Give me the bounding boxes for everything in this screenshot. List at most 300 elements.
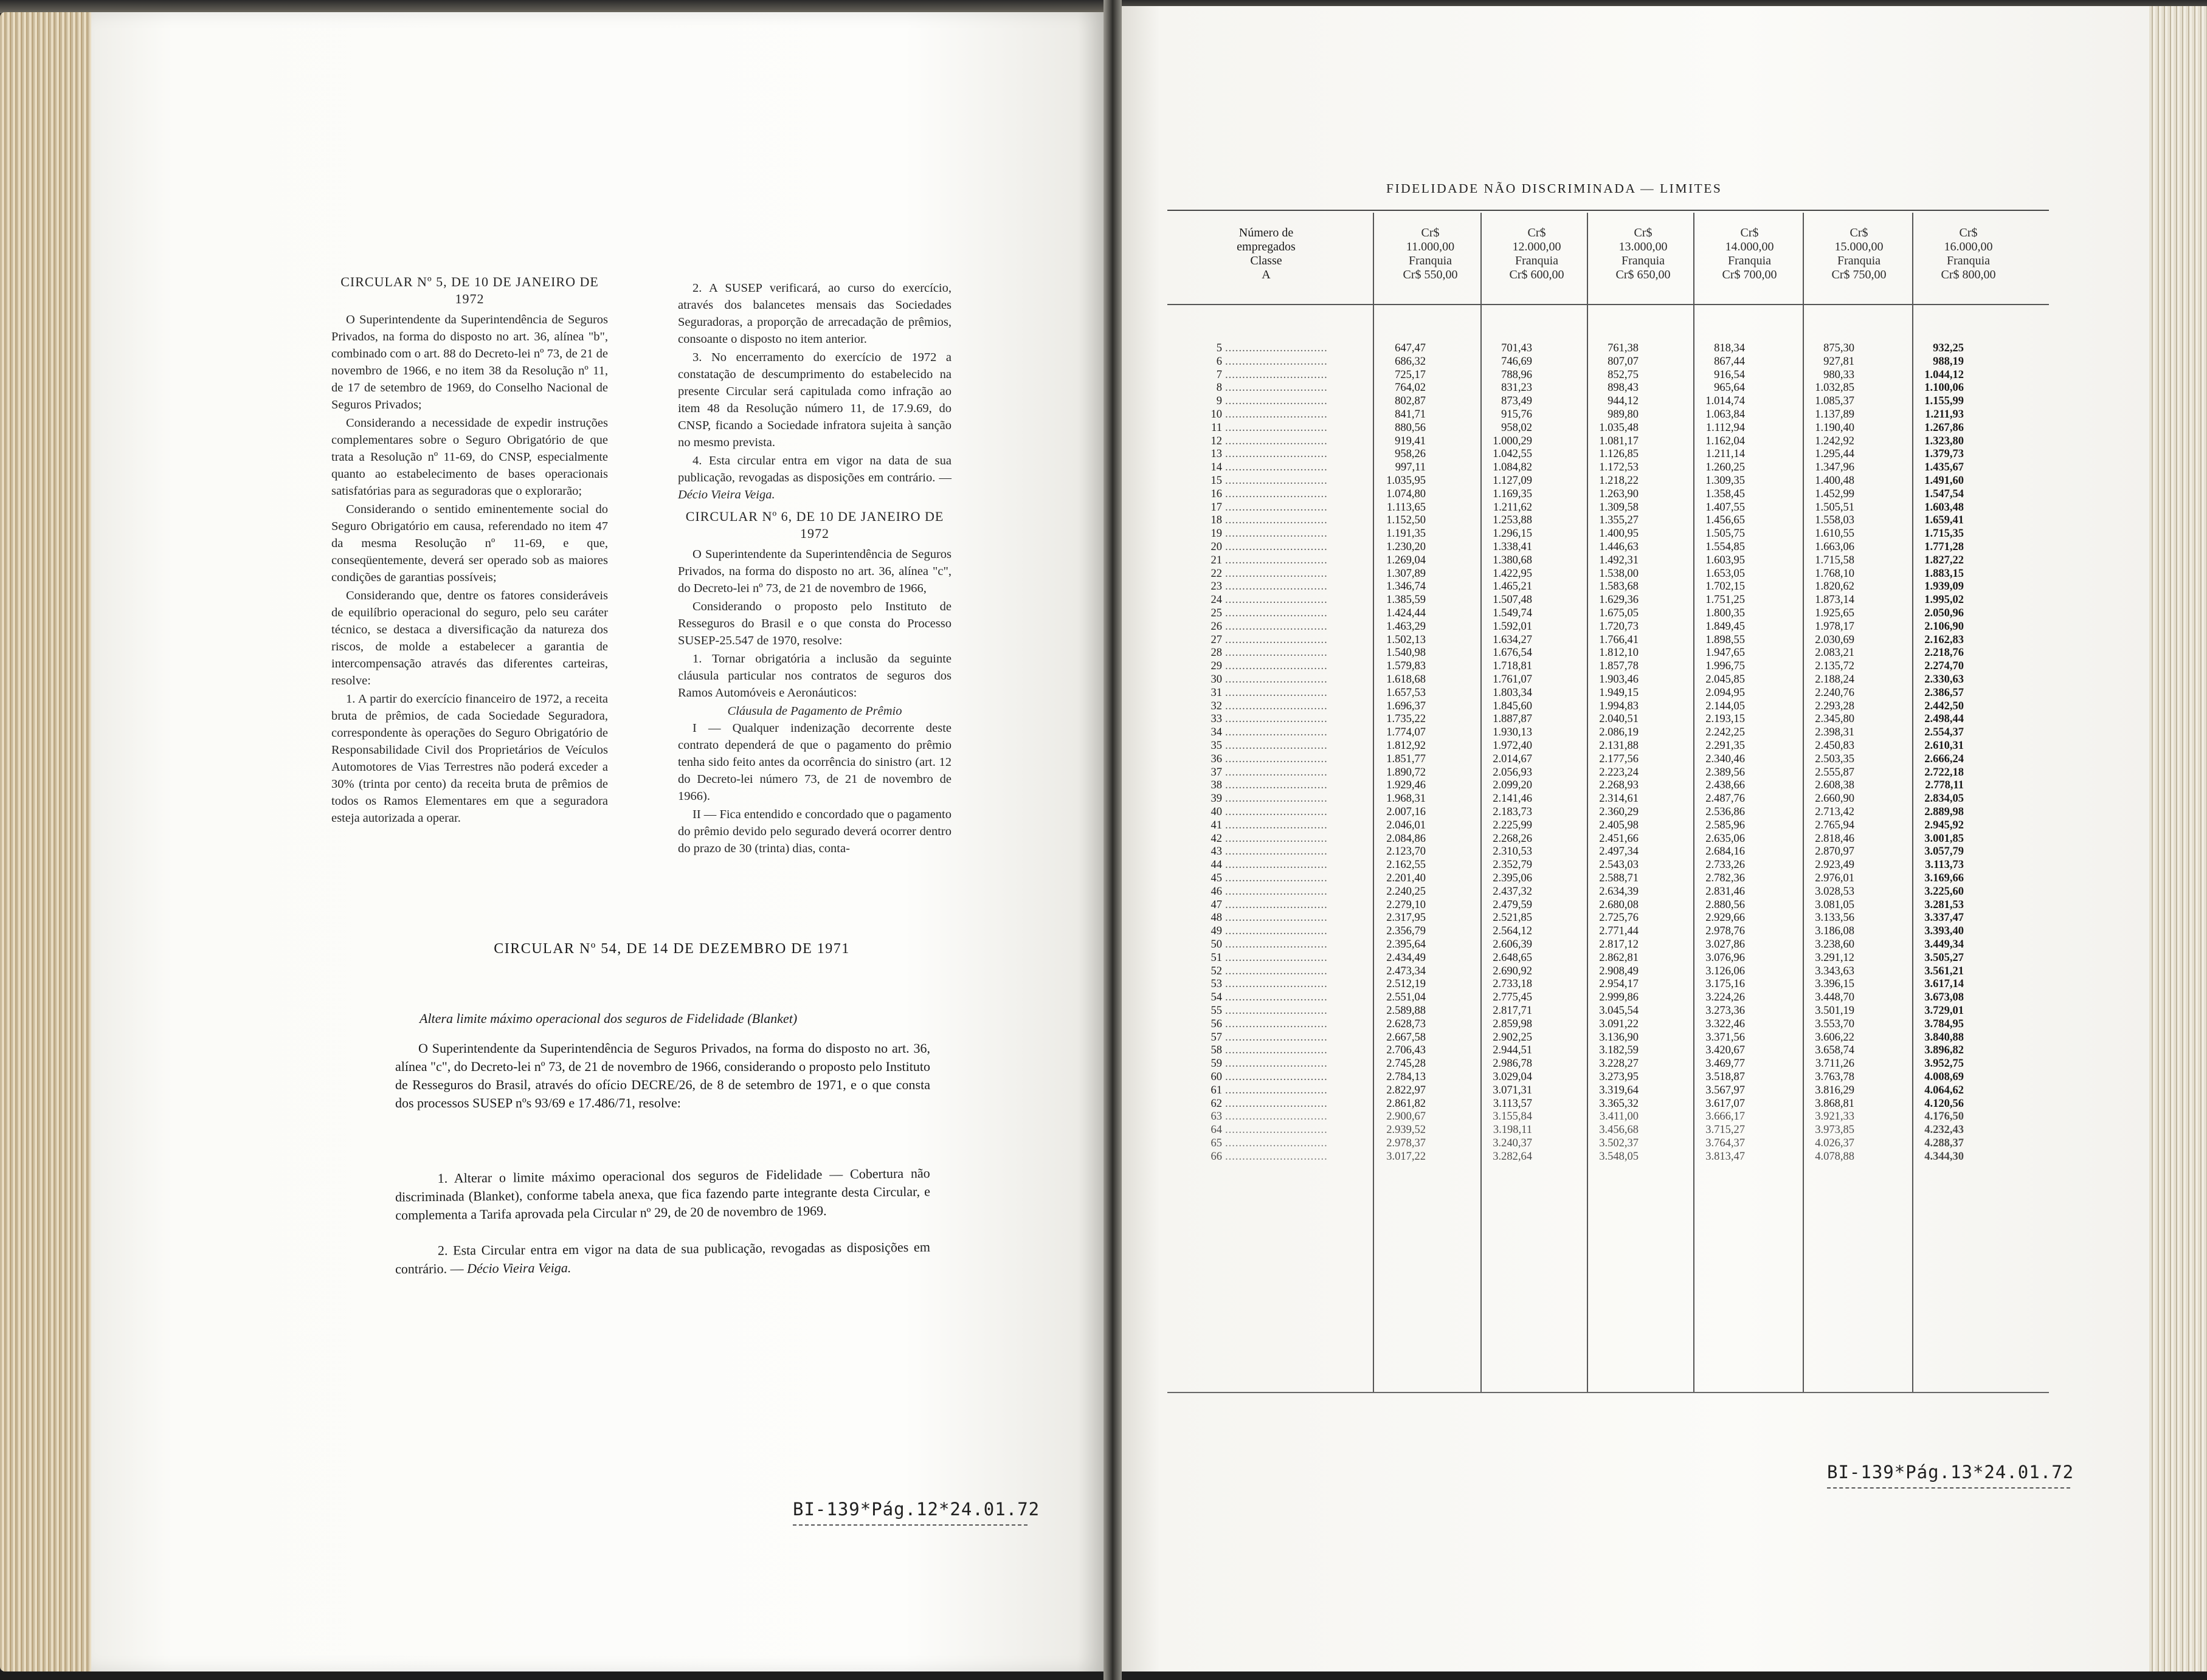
limit-value: 958,26 (1395, 448, 1426, 461)
leader-dots: .............................. (1225, 408, 1328, 421)
circular-54-intro: O Superintendente da Superintendência de Seguros Privados, na forma do disposto no art. 36, alínea "c", do Decreto-lei nº 73, de 21 de novembro de 1966, considerando o proposto pelo Instituto de Resseguros do Brasil, através do ofício DECRE/26, de 8 de setembro de 1971, e o que consta dos processos SUSEP nºs 93/69 e 17.486/71, resolve: (395, 1041, 930, 1110)
limit-value: 2.498,44 (1924, 713, 1964, 726)
paragraph: 1. A partir do exercício financeiro de 1972, a receita bruta de prêmios, de cada Sociedade Seguradora, correspondente às operações do Seguro Obrigatório de Responsabilidade Civil dos Proprietários de Veículos Automotores de Vias Terrestres não poderá exceder a 30% (trinta por cento) da receita bruta de prêmios de todos os Ramos Elementares em que a seguradora esteja autorizada a operar. (331, 692, 608, 825)
limit-value: 2.442,50 (1924, 700, 1964, 712)
limit-value: 1.768,10 (1815, 567, 1854, 580)
table-row (1167, 1058, 2049, 1071)
table-row (1167, 806, 2049, 819)
limit-value: 3.561,21 (1924, 965, 1964, 977)
limit-value: 1.100,06 (1924, 382, 1964, 394)
employee-count: 64 (1211, 1124, 1222, 1137)
limit-value: 4.176,50 (1924, 1110, 1964, 1123)
column-header-franquia: Franquia (1837, 254, 1881, 267)
table-row (1167, 886, 2049, 899)
limit-value: 2.880,56 (1705, 898, 1745, 911)
limit-value: 2.007,16 (1386, 806, 1426, 818)
limit-value: 3.411,00 (1599, 1110, 1639, 1123)
table-row (1167, 528, 2049, 541)
limit-value: 1.549,74 (1493, 607, 1532, 619)
table-row (1167, 793, 2049, 806)
limit-value: 867,44 (1714, 355, 1745, 368)
employee-count: 17 (1211, 501, 1222, 514)
leader-dots: .............................. (1225, 567, 1328, 580)
employee-count: 22 (1211, 567, 1222, 580)
table-row (1167, 580, 2049, 594)
table-row (1167, 369, 2049, 382)
limit-value: 1.296,15 (1493, 528, 1532, 540)
limit-value: 2.817,71 (1493, 1005, 1532, 1017)
limit-value: 3.224,26 (1705, 991, 1745, 1004)
table-row (1167, 938, 2049, 952)
leader-dots: .............................. (1225, 514, 1328, 527)
limit-value: 2.684,16 (1705, 845, 1745, 858)
table-row (1167, 991, 2049, 1005)
limit-value: 1.978,17 (1815, 620, 1854, 633)
limit-value: 761,38 (1608, 342, 1639, 354)
leader-dots: .............................. (1225, 686, 1328, 699)
table-row (1167, 594, 2049, 607)
limit-value: 2.733,26 (1705, 859, 1745, 872)
leader-dots: .............................. (1225, 1150, 1328, 1163)
column-header-3 (1593, 226, 1693, 282)
limit-value: 1.663,06 (1815, 541, 1854, 553)
limit-value: 1.085,37 (1815, 395, 1854, 408)
employee-count: 57 (1211, 1031, 1222, 1044)
table-row (1167, 647, 2049, 660)
employee-count: 37 (1211, 766, 1222, 779)
leader-dots: .............................. (1225, 541, 1328, 553)
limit-value: 3.322,46 (1705, 1017, 1745, 1030)
limit-value: 1.155,99 (1924, 395, 1964, 408)
limit-value: 2.450,83 (1815, 740, 1854, 752)
left-page (91, 12, 1108, 1671)
limit-value: 4.120,56 (1924, 1097, 1964, 1110)
signature: Décio Vieira Veiga. (466, 1260, 572, 1276)
limit-value: 1.676,54 (1493, 647, 1532, 659)
limit-value: 3.228,27 (1599, 1058, 1639, 1070)
header-line: Número de (1238, 226, 1294, 239)
clause-item: II — Fica entendido e concordado que o pagamento do prêmio devido pelo segurado deverá ocorrer dentro do prazo de 30 (trinta) dias, conta- (678, 808, 952, 855)
limit-value: 1.603,48 (1924, 501, 1964, 514)
limit-value: 647,47 (1395, 342, 1426, 354)
limit-value: 1.492,31 (1599, 554, 1639, 566)
leader-dots: .............................. (1225, 885, 1328, 898)
limit-value: 1.169,35 (1493, 487, 1532, 500)
table-row (1167, 859, 2049, 872)
limit-value: 1.995,02 (1924, 594, 1964, 607)
limit-value: 3.973,85 (1815, 1124, 1854, 1137)
limit-value: 831,23 (1501, 382, 1532, 394)
employee-count: 47 (1211, 898, 1222, 911)
limit-value: 3.469,77 (1705, 1058, 1745, 1070)
limit-value: 3.175,16 (1705, 978, 1745, 991)
limit-value: 1.042,55 (1493, 448, 1532, 461)
limit-value: 3.711,26 (1815, 1058, 1854, 1070)
limit-value: 1.507,48 (1493, 594, 1532, 607)
table-row (1167, 1084, 2049, 1098)
limit-value: 3.057,79 (1924, 845, 1964, 858)
limit-value: 1.400,95 (1599, 528, 1639, 540)
leader-dots: .............................. (1225, 845, 1328, 858)
column-header-currency: Cr$ (1634, 226, 1653, 239)
limit-value: 2.473,34 (1386, 965, 1426, 977)
limit-value: 1.929,46 (1386, 779, 1426, 792)
limit-value: 3.319,64 (1599, 1084, 1639, 1096)
table-row (1167, 1044, 2049, 1058)
employee-count: 35 (1211, 740, 1222, 752)
limit-value: 2.722,18 (1924, 766, 1964, 779)
limit-value: 927,81 (1823, 355, 1854, 368)
limit-value: 1.035,95 (1386, 475, 1426, 487)
limit-value: 3.113,57 (1493, 1097, 1532, 1110)
limit-value: 919,41 (1395, 435, 1426, 447)
limit-value: 2.945,92 (1924, 819, 1964, 831)
employee-count: 52 (1211, 965, 1222, 977)
table-row (1167, 488, 2049, 501)
limit-value: 958,02 (1501, 421, 1532, 434)
limit-value: 1.583,68 (1599, 580, 1639, 593)
table-row (1167, 342, 2049, 356)
limit-value: 1.827,22 (1924, 554, 1964, 566)
limit-value: 1.191,35 (1386, 528, 1426, 540)
limit-value: 2.944,51 (1493, 1044, 1532, 1057)
limit-value: 1.851,77 (1386, 752, 1426, 765)
page-footer-right: BI-139*Pág.13*24.01.72 (1827, 1462, 2074, 1482)
limit-value: 1.996,75 (1705, 660, 1745, 673)
book-gutter (1104, 0, 1122, 1680)
limit-value: 3.501,19 (1815, 1005, 1854, 1017)
leader-dots: .............................. (1225, 872, 1328, 884)
limit-value: 3.518,87 (1705, 1071, 1745, 1083)
limit-value: 1.465,21 (1493, 580, 1532, 593)
employee-count: 29 (1211, 660, 1222, 673)
limit-value: 2.512,19 (1386, 978, 1426, 991)
limit-value: 1.422,95 (1493, 567, 1532, 580)
limit-value: 880,56 (1395, 421, 1426, 434)
table-row (1167, 408, 2049, 422)
limit-value: 1.857,78 (1599, 660, 1639, 673)
limit-value: 3.448,70 (1815, 991, 1854, 1004)
limit-value: 1.949,15 (1599, 686, 1639, 699)
employee-count: 61 (1211, 1084, 1222, 1096)
header-line: A (1262, 268, 1271, 281)
limit-value: 2.822,97 (1386, 1084, 1426, 1096)
table-row (1167, 501, 2049, 515)
limit-value: 2.536,86 (1705, 806, 1745, 818)
limit-value: 1.435,67 (1924, 461, 1964, 474)
limit-value: 2.900,67 (1386, 1110, 1426, 1123)
employee-count: 42 (1211, 832, 1222, 845)
limit-value: 2.725,76 (1599, 912, 1639, 924)
employee-count: 27 (1211, 633, 1222, 646)
limit-value: 1.925,65 (1815, 607, 1854, 619)
employee-count: 8 (1216, 382, 1222, 394)
limit-value: 2.778,11 (1925, 779, 1964, 792)
column-header-currency: Cr$ (1850, 226, 1868, 239)
limit-value: 3.763,78 (1815, 1071, 1854, 1083)
column-header-5 (1809, 226, 1909, 282)
limit-value: 932,25 (1933, 342, 1964, 354)
column-header-deductible: Cr$ 600,00 (1509, 268, 1564, 281)
employee-count: 6 (1216, 355, 1222, 368)
limit-value: 1.242,92 (1815, 435, 1854, 447)
limit-value: 2.086,19 (1599, 726, 1639, 739)
limit-value: 2.818,46 (1815, 832, 1854, 845)
column-header-franquia: Franquia (1946, 254, 1991, 267)
leader-dots: .............................. (1225, 832, 1328, 845)
limit-value: 1.558,03 (1815, 514, 1854, 527)
limit-value: 2.279,10 (1386, 898, 1426, 911)
limit-value: 2.503,35 (1815, 752, 1854, 765)
column-header-deductible: Cr$ 750,00 (1831, 268, 1887, 281)
column-header-currency: Cr$ (1740, 226, 1759, 239)
leader-dots: .............................. (1225, 1124, 1328, 1137)
column-header-currency: Cr$ (1959, 226, 1978, 239)
limit-value: 2.030,69 (1815, 633, 1854, 646)
table-row (1167, 382, 2049, 395)
table-row (1167, 766, 2049, 780)
leader-dots: .............................. (1225, 925, 1328, 938)
limit-value: 1.295,44 (1815, 448, 1854, 461)
limit-value: 3.076,96 (1705, 951, 1745, 964)
leader-dots: .............................. (1225, 740, 1328, 752)
limit-value: 2.999,86 (1599, 991, 1639, 1004)
employee-count: 44 (1211, 859, 1222, 872)
limit-value: 2.861,82 (1386, 1097, 1426, 1110)
limit-value: 2.585,96 (1705, 819, 1745, 831)
limit-value: 1.014,74 (1705, 395, 1745, 408)
employee-count: 15 (1211, 475, 1222, 487)
limit-value: 2.775,45 (1493, 991, 1532, 1004)
employee-count: 50 (1211, 938, 1222, 951)
leader-dots: .............................. (1225, 898, 1328, 911)
limit-value: 2.782,36 (1705, 872, 1745, 884)
leader-dots: .............................. (1225, 978, 1328, 991)
header-line: empregados (1237, 240, 1296, 253)
limit-value: 1.702,15 (1705, 580, 1745, 593)
table-row (1167, 568, 2049, 581)
circular-6-heading: CIRCULAR Nº 6, DE 10 DE JANEIRO DE 1972 (685, 509, 944, 541)
limit-value: 3.606,22 (1815, 1031, 1854, 1044)
circular-54-heading: CIRCULAR Nº 54, DE 14 DE DEZEMBRO DE 1971 (494, 941, 850, 957)
limit-value: 1.211,14 (1705, 448, 1745, 461)
employee-count: 49 (1211, 925, 1222, 938)
limit-value: 1.267,86 (1924, 421, 1964, 434)
employee-count: 55 (1211, 1005, 1222, 1017)
leader-dots: .............................. (1225, 1097, 1328, 1110)
circular-54-item-1: 1. Alterar o limite máximo operacional dos seguros de Fidelidade — Cobertura não discriminada (Blanket), conforme tabela anexa, que fica fazendo parte integrante desta Circular, e complementa a Tarifa aprovada pela Circular nº 29, de 20 de novembro de 1969. (395, 1165, 931, 1223)
limit-value: 2.099,20 (1493, 779, 1532, 792)
limit-value: 2.929,66 (1705, 912, 1745, 924)
limit-value: 1.972,40 (1493, 740, 1532, 752)
table-row (1167, 1005, 2049, 1018)
limit-value: 2.608,38 (1815, 779, 1854, 792)
limit-value: 1.771,28 (1924, 541, 1964, 553)
limit-value: 2.345,80 (1815, 713, 1854, 726)
limit-value: 2.628,73 (1386, 1017, 1426, 1030)
leader-dots: .............................. (1225, 448, 1328, 461)
table-row (1167, 448, 2049, 461)
table-row (1167, 872, 2049, 886)
column-header-amount: 15.000,00 (1834, 240, 1884, 253)
limit-value: 3.017,22 (1386, 1150, 1426, 1163)
limit-value: 2.352,79 (1493, 859, 1532, 872)
leader-dots: .............................. (1225, 435, 1328, 447)
limit-value: 1.044,12 (1924, 368, 1964, 381)
limit-value: 1.505,75 (1705, 528, 1745, 540)
employee-count: 26 (1211, 620, 1222, 633)
employee-count: 19 (1211, 528, 1222, 540)
limit-value: 1.610,55 (1815, 528, 1854, 540)
employee-count: 36 (1211, 752, 1222, 765)
table-row (1167, 779, 2049, 793)
clause-title: Cláusula de Pagamento de Prêmio (727, 704, 902, 718)
limit-value: 2.437,32 (1493, 885, 1532, 898)
limit-value: 2.831,46 (1705, 885, 1745, 898)
limit-value: 2.162,83 (1924, 633, 1964, 646)
employee-count: 12 (1211, 435, 1222, 447)
leader-dots: .............................. (1225, 1110, 1328, 1123)
column-header-deductible: Cr$ 550,00 (1403, 268, 1458, 281)
leader-dots: .............................. (1225, 700, 1328, 712)
table-rule (1167, 210, 2049, 211)
paragraph: 4. Esta circular entra em vigor na data de sua publicação, revogadas as disposições em contrário. — Décio Vieira Veiga. (678, 454, 952, 501)
limit-value: 4.344,30 (1924, 1150, 1964, 1163)
limit-value: 1.554,85 (1705, 541, 1745, 553)
limit-value: 3.198,11 (1493, 1124, 1532, 1137)
limit-value: 1.074,80 (1386, 487, 1426, 500)
limit-value: 3.896,82 (1924, 1044, 1964, 1057)
limit-value: 1.424,44 (1386, 607, 1426, 619)
limit-value: 1.812,10 (1599, 647, 1639, 659)
limit-value: 802,87 (1395, 395, 1426, 408)
limit-value: 875,30 (1823, 342, 1854, 354)
limit-value: 3.273,36 (1705, 1005, 1745, 1017)
limit-value: 2.479,59 (1493, 898, 1532, 911)
limit-value: 2.908,49 (1599, 965, 1639, 977)
limit-value: 2.389,56 (1705, 766, 1745, 779)
leader-dots: .............................. (1225, 1071, 1328, 1083)
employee-count: 10 (1211, 408, 1222, 421)
limit-value: 1.505,51 (1815, 501, 1854, 514)
column-header-amount: 14.000,00 (1725, 240, 1774, 253)
leader-dots: .............................. (1225, 1044, 1328, 1057)
leader-dots: .............................. (1225, 580, 1328, 593)
limit-value: 3.420,67 (1705, 1044, 1745, 1057)
paragraph: Considerando a necessidade de expedir instruções complementares sobre o Seguro Obrigatório de que trata a Resolução nº 11-69, do CNSP, especialmente quanto ao estabelecimento de bases operacionais satisfatórias para as seguradoras que o explorarão; (331, 416, 608, 498)
column-header-amount: 11.000,00 (1406, 240, 1455, 253)
paragraph: Considerando que, dentre os fatores consideráveis de equilíbrio operacional do seguro, pelo seu caráter técnico, se destaca a diversificação da natureza dos riscos, de molde a estabelecer a garantia de intercompensação através das diferentes carteiras, resolve: (331, 589, 608, 687)
employee-count: 60 (1211, 1071, 1222, 1083)
table-row (1167, 1031, 2049, 1045)
limit-value: 1.538,00 (1599, 567, 1639, 580)
limit-value: 1.887,87 (1493, 713, 1532, 726)
table-rule (1167, 1392, 2049, 1393)
limit-value: 2.314,61 (1599, 793, 1639, 805)
limit-value: 1.385,59 (1386, 594, 1426, 607)
circular-5-heading: CIRCULAR Nº 5, DE 10 DE JANEIRO DE 1972 (340, 274, 599, 306)
limit-value: 3.371,56 (1705, 1031, 1745, 1044)
table-row (1167, 819, 2049, 833)
limit-value: 1.720,73 (1599, 620, 1639, 633)
table-row (1167, 925, 2049, 938)
limit-value: 1.152,50 (1386, 514, 1426, 527)
limit-value: 988,19 (1933, 355, 1964, 368)
limit-value: 3.182,59 (1599, 1044, 1639, 1057)
limit-value: 2.551,04 (1386, 991, 1426, 1004)
limit-value: 4.288,37 (1924, 1137, 1964, 1149)
limit-value: 1.491,60 (1924, 475, 1964, 487)
leader-dots: .............................. (1225, 487, 1328, 500)
leader-dots: .............................. (1225, 620, 1328, 633)
limit-value: 980,33 (1823, 368, 1854, 381)
limit-value: 3.502,37 (1599, 1137, 1639, 1149)
limit-value: 2.487,76 (1705, 793, 1745, 805)
limit-value: 3.238,60 (1815, 938, 1854, 951)
table-row (1167, 660, 2049, 673)
table-row (1167, 435, 2049, 449)
limit-value: 3.113,73 (1925, 859, 1964, 872)
limit-value: 2.870,97 (1815, 845, 1854, 858)
limit-value: 2.745,28 (1386, 1058, 1426, 1070)
limit-value: 2.040,51 (1599, 713, 1639, 726)
limit-value: 1.347,96 (1815, 461, 1854, 474)
limit-value: 1.346,74 (1386, 580, 1426, 593)
column-header-deductible: Cr$ 700,00 (1722, 268, 1777, 281)
limit-value: 1.379,73 (1924, 448, 1964, 461)
employee-count: 33 (1211, 713, 1222, 726)
paragraph: O Superintendente da Superintendência de Seguros Privados, na forma do disposto no art. 36, alínea "c", do Decreto-lei nº 73, de 21 de novembro de 1966, (678, 548, 952, 595)
limit-value: 3.666,17 (1705, 1110, 1745, 1123)
limit-value: 3.729,01 (1924, 1005, 1964, 1017)
limit-value: 1.400,48 (1815, 475, 1854, 487)
table-row (1167, 899, 2049, 912)
leader-dots: .............................. (1225, 713, 1328, 726)
limit-value: 807,07 (1608, 355, 1639, 368)
leader-dots: .............................. (1225, 859, 1328, 872)
limit-value: 2.976,01 (1815, 872, 1854, 884)
leader-dots: .............................. (1225, 633, 1328, 646)
limit-value: 2.660,90 (1815, 793, 1854, 805)
limit-value: 2.056,93 (1493, 766, 1532, 779)
leader-dots: .............................. (1225, 1005, 1328, 1017)
limit-value: 1.766,41 (1599, 633, 1639, 646)
leader-dots: .............................. (1225, 819, 1328, 831)
table-title: FIDELIDADE NÃO DISCRIMINADA — LIMITES (1386, 181, 1722, 196)
limit-value: 1.751,25 (1705, 594, 1745, 607)
limit-value: 2.123,70 (1386, 845, 1426, 858)
limit-value: 4.064,62 (1924, 1084, 1964, 1096)
limit-value: 2.690,92 (1493, 965, 1532, 977)
limit-value: 3.764,37 (1705, 1137, 1745, 1149)
limit-value: 3.816,29 (1815, 1084, 1854, 1096)
leader-dots: .............................. (1225, 673, 1328, 686)
limit-value: 2.859,98 (1493, 1017, 1532, 1030)
limit-value: 898,43 (1608, 382, 1639, 394)
limit-value: 2.218,76 (1924, 647, 1964, 659)
limit-value: 1.540,98 (1386, 647, 1426, 659)
limit-value: 873,49 (1501, 395, 1532, 408)
table-row (1167, 395, 2049, 408)
limit-value: 3.136,90 (1599, 1031, 1639, 1044)
limit-value: 2.293,28 (1815, 700, 1854, 712)
limit-value: 2.268,93 (1599, 779, 1639, 792)
limit-value: 1.113,65 (1386, 501, 1426, 514)
table-row (1167, 1071, 2049, 1084)
limit-value: 4.008,69 (1924, 1071, 1964, 1083)
limit-value: 2.706,43 (1386, 1044, 1426, 1057)
table-row (1167, 475, 2049, 488)
